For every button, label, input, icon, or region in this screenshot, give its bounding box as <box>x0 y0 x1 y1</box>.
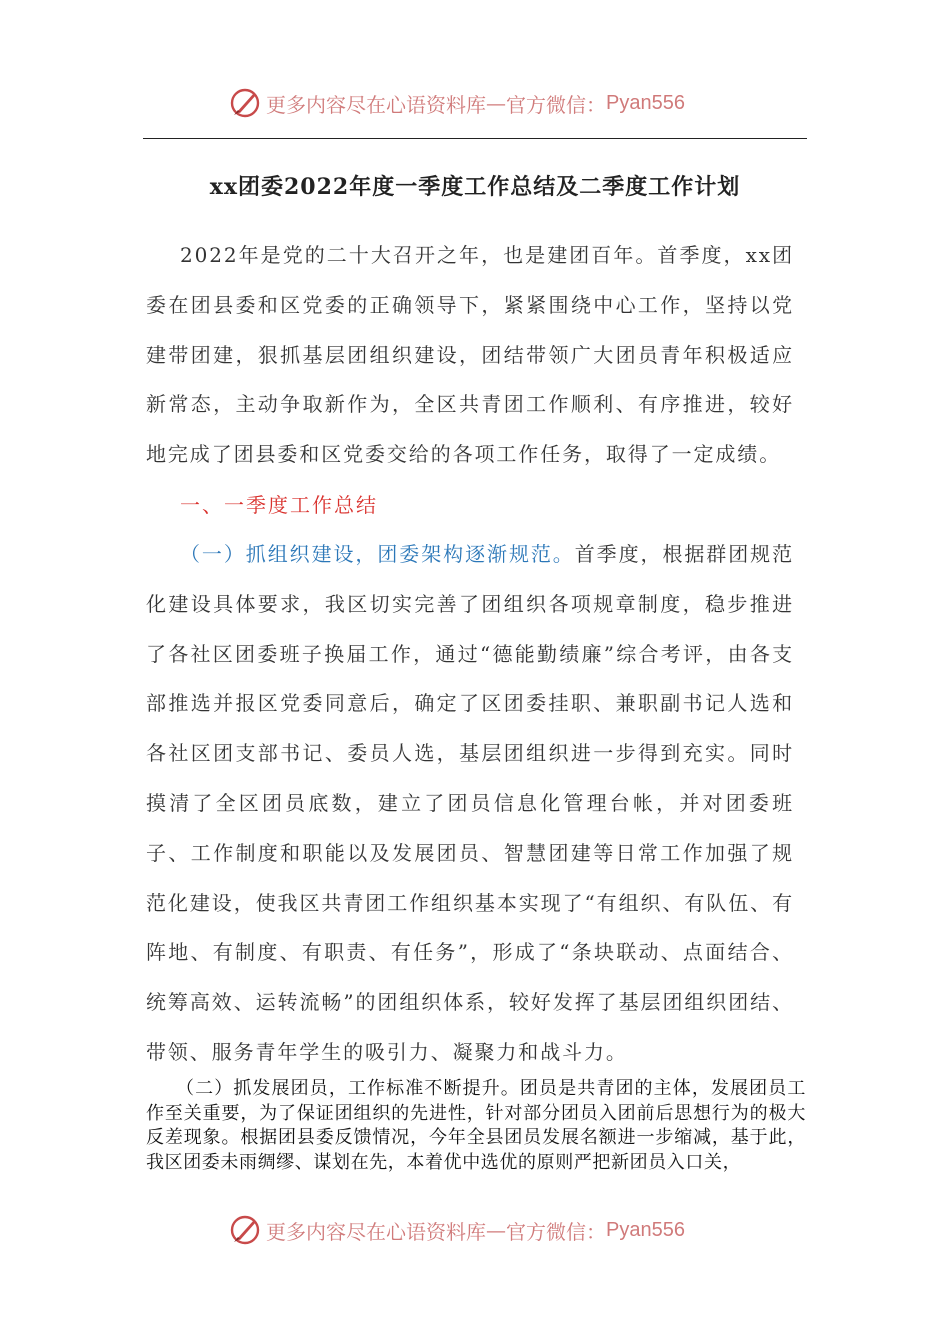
footer-banner-text: 更多内容尽在心语资料库 <box>266 1219 486 1244</box>
footer-banner <box>228 1210 728 1250</box>
header-banner-tag-prefix: 官方微信： <box>506 92 606 117</box>
footer-banner-tag-prefix: 官方微信： <box>506 1219 606 1244</box>
item-1-paragraph <box>146 530 794 1078</box>
item-2-paragraph: （二）抓发展团员，工作标准不断提升。团员是共青团的主体，发展团员工作至关重要，为了保证团组织的先进性，针对部分团员入团前后思想行为的极大反差现象。根据团县委反馈情况，今年全县团员发展名额进一步缩减，基于此，我区团委未雨绸缪、谋划在先，本着优中选优的原则严把新团员入口关， <box>146 1078 806 1173</box>
header-banner <box>228 83 728 123</box>
footer-banner-separator: — <box>486 1218 506 1242</box>
header-banner-text: 更多内容尽在心语资料库 <box>266 92 486 117</box>
item-1-body: 首季度，根据群团规范化建设具体要求，我区切实完善了团组织各项规章制度，稳步推进了各社区团委班子换届工作，通过“德能勤绩廉”综合考评，由各支部推选并报区党委同意后，确定了区团委挂职、兼职副书记人选和各社区团支部书记、委员人选，基层团组织进一步得到充实。同时摸清了全区团员底数，建立了团员信息化管理台帐，并对团委班子、工作制度和职能以及发展团员、智慧团建等日常工作加强了规范化建设，使我区共青团工作组织基本实现了“有组织、有队伍、有阵地、有制度、有职责、有任务”，形成了“条块联动、点面结合、统筹高效、运转流畅”的团组织体系，较好发挥了基层团组织团结、带领、服务青年学生的吸引力、凝聚力和战斗力。 <box>146 542 794 1064</box>
footer-banner-tag-id: Pyan556 <box>606 1218 685 1241</box>
header-banner-separator: — <box>486 91 506 115</box>
quill-pen-logo-icon <box>228 86 262 120</box>
item-1-lead: （一）抓组织建设，团委架构逐渐规范。 <box>180 542 575 566</box>
document-title: xx团委2022年度一季度工作总结及二季度工作计划 <box>209 174 741 200</box>
header-banner-tag-id: Pyan556 <box>606 91 685 114</box>
quill-pen-logo-icon <box>228 1213 262 1247</box>
header-divider <box>143 138 807 139</box>
section-1-heading: 一、一季度工作总结 <box>180 493 378 517</box>
intro-paragraph: 2022年是党的二十大召开之年，也是建团百年。首季度，xx团委在团县委和区党委的正确领导下，紧紧围绕中心工作，坚持以党建带团建，狠抓基层团组织建设，团结带领广大团员青年积极适应新常态，主动争取新作为，全区共青团工作顺利、有序推进，较好地完成了团县委和区党委交给的各项工作任务，取得了一定成绩。 <box>146 243 794 467</box>
